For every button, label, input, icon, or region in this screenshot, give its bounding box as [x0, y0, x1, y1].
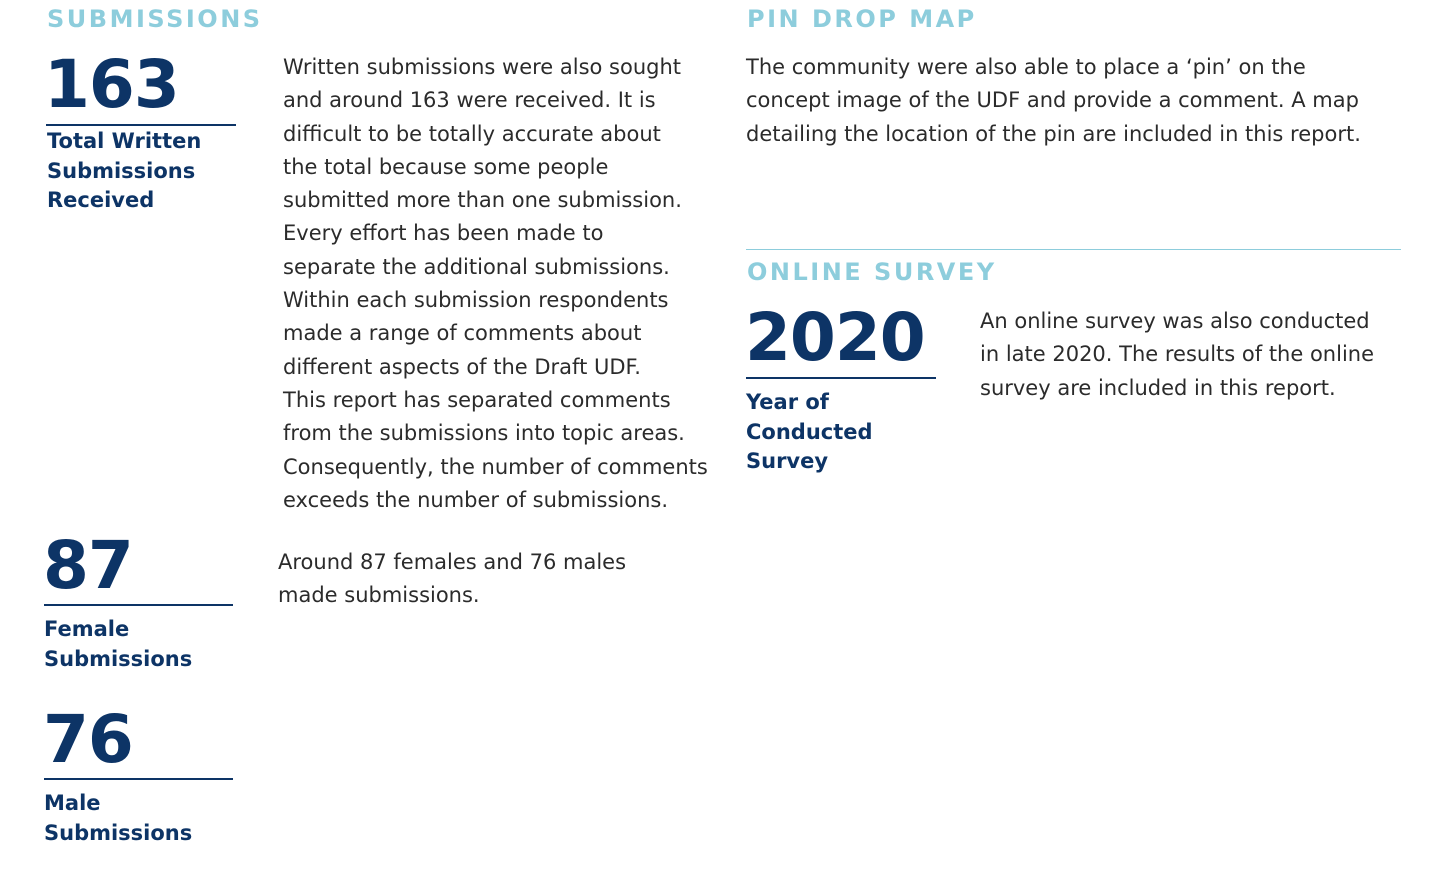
- online-survey-heading: ONLINE SURVEY: [747, 258, 997, 286]
- text-line: An online survey was also conducted: [980, 309, 1370, 333]
- total-submissions-number: 163: [44, 46, 179, 123]
- text-line: concept image of the UDF and provide a comment. A map: [746, 88, 1359, 113]
- text-line: from the submissions into topic areas.: [283, 421, 685, 446]
- pin-drop-map-description: [746, 51, 1361, 151]
- text-line: Within each submission respondents: [283, 288, 669, 313]
- male-submissions-number: 76: [43, 701, 133, 778]
- male-submissions-label-line: Male: [44, 791, 101, 815]
- text-line: the total because some people: [283, 154, 609, 179]
- text-line: exceeds the number of submissions.: [283, 487, 668, 512]
- text-line: made submissions.: [278, 583, 480, 608]
- total-submissions-divider: [46, 124, 236, 126]
- text-line: Every effort has been made to: [283, 221, 604, 246]
- survey-year-label-line: Survey: [746, 449, 829, 473]
- total-submissions-label-line: Received: [47, 188, 155, 212]
- text-line: made a range of comments about: [283, 321, 642, 346]
- total-submissions-label-line: Submissions: [47, 158, 196, 183]
- female-submissions-number: 87: [43, 527, 133, 604]
- male-submissions-label-line: Submissions: [44, 820, 193, 845]
- female-submissions-label: [44, 615, 192, 674]
- female-submissions-divider: [44, 604, 233, 606]
- pin-drop-map-heading: PIN DROP MAP: [747, 5, 977, 33]
- online-survey-description: [980, 305, 1374, 405]
- text-line: different aspects of the Draft UDF.: [283, 354, 641, 379]
- survey-year-divider: [746, 377, 936, 379]
- text-line: and around 163 were received. It is: [283, 88, 656, 113]
- text-line: detailing the location of the pin are included in this report.: [746, 121, 1361, 146]
- text-line: The community were also able to place a ‘pin’ on the: [746, 55, 1306, 79]
- submissions-heading: SUBMISSIONS: [47, 5, 263, 33]
- text-line: Consequently, the number of comments: [283, 454, 708, 479]
- survey-year-label: [746, 388, 873, 477]
- text-line: Around 87 females and 76 males: [278, 550, 627, 574]
- text-line: submitted more than one submission.: [283, 188, 682, 213]
- survey-year-label-line: Conducted: [746, 419, 873, 444]
- text-line: survey are included in this report.: [980, 375, 1336, 400]
- text-line: in late 2020. The results of the online: [980, 342, 1375, 367]
- male-submissions-label: [44, 789, 192, 848]
- survey-year-label-line: Year of: [746, 390, 829, 414]
- female-submissions-label-line: Female: [44, 617, 130, 641]
- text-line: difficult to be totally accurate about: [283, 121, 661, 146]
- submissions-description: [283, 51, 708, 517]
- survey-year-number: 2020: [745, 299, 925, 376]
- text-line: separate the additional submissions.: [283, 254, 670, 279]
- online-survey-divider: [746, 249, 1401, 250]
- male-submissions-divider: [44, 778, 233, 780]
- female-submissions-label-line: Submissions: [44, 646, 193, 671]
- text-line: This report has separated comments: [283, 387, 671, 412]
- text-line: Written submissions were also sought: [283, 55, 682, 79]
- total-submissions-label-line: Total Written: [47, 129, 202, 153]
- total-submissions-label: [47, 127, 201, 216]
- gender-description: [278, 546, 626, 613]
